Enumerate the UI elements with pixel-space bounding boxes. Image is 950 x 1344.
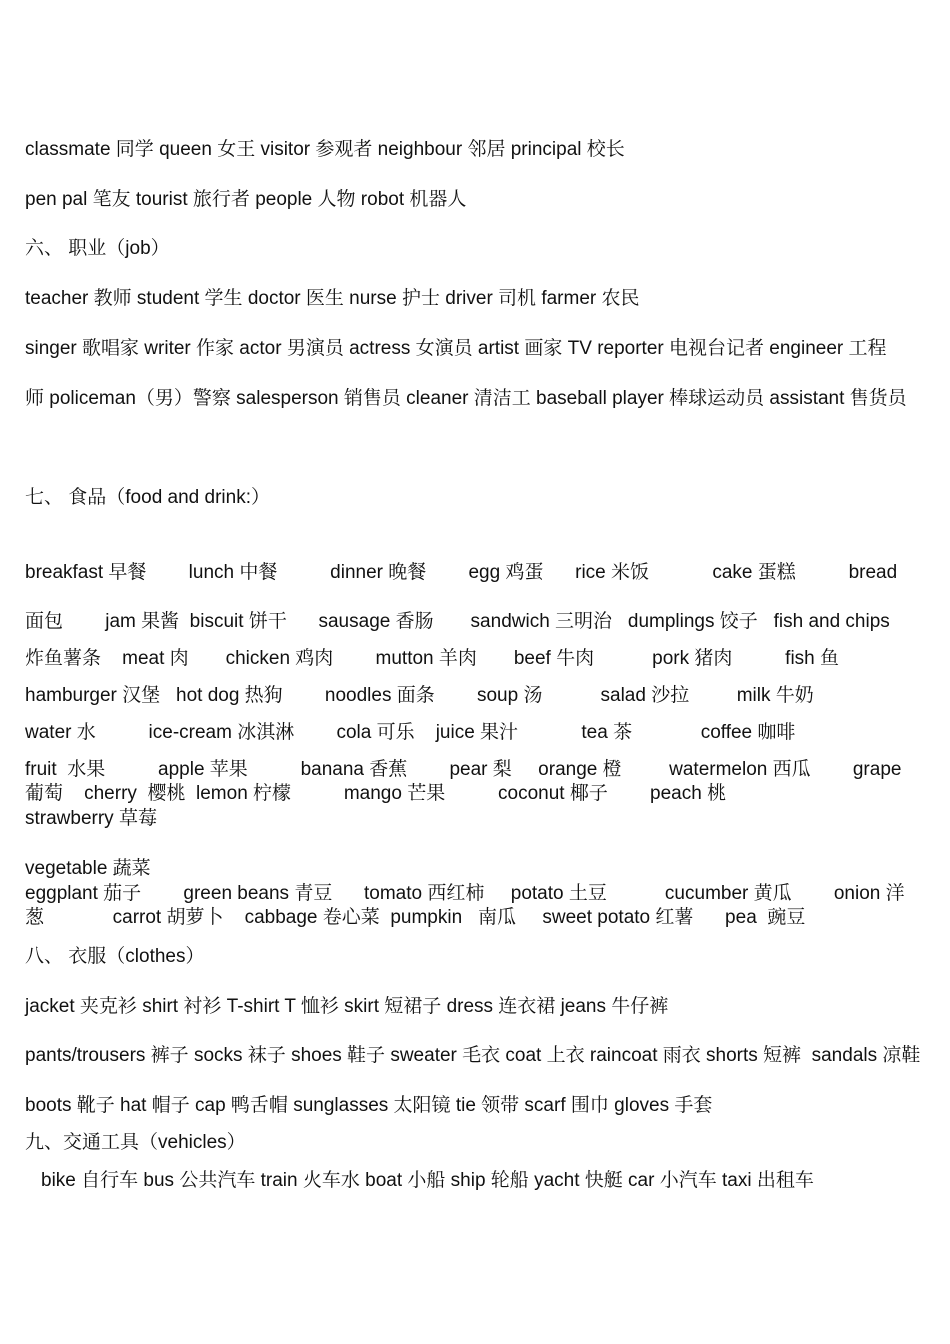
heading-text: 八、 衣服（clothes） (25, 946, 205, 967)
text-line (25, 610, 890, 634)
line-text: strawberry 草莓 (25, 808, 157, 829)
line-text: 炸鱼薯条 meat 肉 chicken 鸡肉 mutton 羊肉 beef 牛肉 pork 猪肉 fish 鱼 (25, 648, 840, 669)
line-text: hamburger 汉堡 hot dog 热狗 noodles 面条 soup 汤 salad 沙拉 milk 牛奶 (25, 685, 814, 706)
text-line (25, 807, 157, 831)
text-line (25, 882, 905, 906)
line-text: teacher 教师 student 学生 doctor 医生 nurse 护士 driver 司机 farmer 农民 (25, 288, 640, 309)
text-line (25, 1044, 920, 1068)
text-line (25, 387, 907, 411)
text-line (25, 857, 151, 881)
line-text: pen pal 笔友 tourist 旅行者 people 人物 robot 机器人 (25, 189, 467, 210)
heading-text: 七、 食品（food and drink:） (25, 487, 270, 508)
line-text: 葡萄 cherry 樱桃 lemon 柠檬 mango 芒果 coconut 椰子 peach 桃 (25, 783, 727, 804)
line-text: pants/trousers 裤子 socks 袜子 shoes 鞋子 sweater 毛衣 coat 上衣 raincoat 雨衣 shorts 短裤 sandals 凉鞋 (25, 1045, 921, 1066)
line-text: eggplant 茄子 green beans 青豆 tomato 西红柿 potato 土豆 cucumber 黄瓜 onion 洋 (25, 883, 905, 904)
heading-text: 九、交通工具（vehicles） (25, 1132, 246, 1153)
text-line (25, 138, 625, 162)
section-heading-job (25, 237, 170, 261)
text-line (25, 287, 640, 311)
text-line (41, 1169, 814, 1193)
line-text: jacket 夹克衫 shirt 衬衫 T-shirt T 恤衫 skirt 短裙子 dress 连衣裙 jeans 牛仔裤 (25, 996, 669, 1017)
text-line (25, 337, 887, 361)
line-text: 面包 jam 果酱 biscuit 饼干 sausage 香肠 sandwich 三明治 dumplings 饺子 fish and chips (25, 611, 890, 632)
text-line (25, 758, 901, 782)
text-line (25, 995, 668, 1019)
section-heading-clothes (25, 945, 204, 969)
line-text: 葱 carrot 胡萝卜 cabbage 卷心菜 pumpkin 南瓜 sweet potato 红薯 pea 豌豆 (25, 907, 806, 928)
section-heading-vehicles (25, 1131, 246, 1155)
line-text: vegetable 蔬菜 (25, 858, 151, 879)
line-text: bike 自行车 bus 公共汽车 train 火车水 boat 小船 ship 轮船 yacht 快艇 car 小汽车 taxi 出租车 (41, 1170, 814, 1191)
line-text: 师 policeman（男）警察 salesperson 销售员 cleaner 清洁工 baseball player 棒球运动员 assistant 售货员 (25, 388, 907, 409)
line-text: water 水 ice-cream 冰淇淋 cola 可乐 juice 果汁 tea 茶 coffee 咖啡 (25, 722, 796, 743)
line-text: singer 歌唱家 writer 作家 actor 男演员 actress 女演员 artist 画家 TV reporter 电视台记者 engineer 工程 (25, 338, 887, 359)
section-heading-food (25, 486, 270, 510)
line-text: boots 靴子 hat 帽子 cap 鸭舌帽 sunglasses 太阳镜 tie 领带 scarf 围巾 gloves 手套 (25, 1095, 713, 1116)
text-line (25, 721, 795, 745)
text-line (25, 647, 839, 671)
text-line (25, 782, 726, 806)
line-text: classmate 同学 queen 女王 visitor 参观者 neighbour 邻居 principal 校长 (25, 139, 625, 160)
line-text: breakfast 早餐 lunch 中餐 dinner 晚餐 egg 鸡蛋 rice 米饭 cake 蛋糕 bread (25, 562, 898, 583)
line-text: fruit 水果 apple 苹果 banana 香蕉 pear 梨 orange 橙 watermelon 西瓜 grape (25, 759, 902, 780)
text-line (25, 561, 897, 585)
heading-text: 六、 职业（job） (25, 238, 170, 259)
text-line (25, 188, 466, 212)
text-line (25, 1094, 712, 1118)
text-line (25, 684, 814, 708)
text-line (25, 906, 805, 930)
